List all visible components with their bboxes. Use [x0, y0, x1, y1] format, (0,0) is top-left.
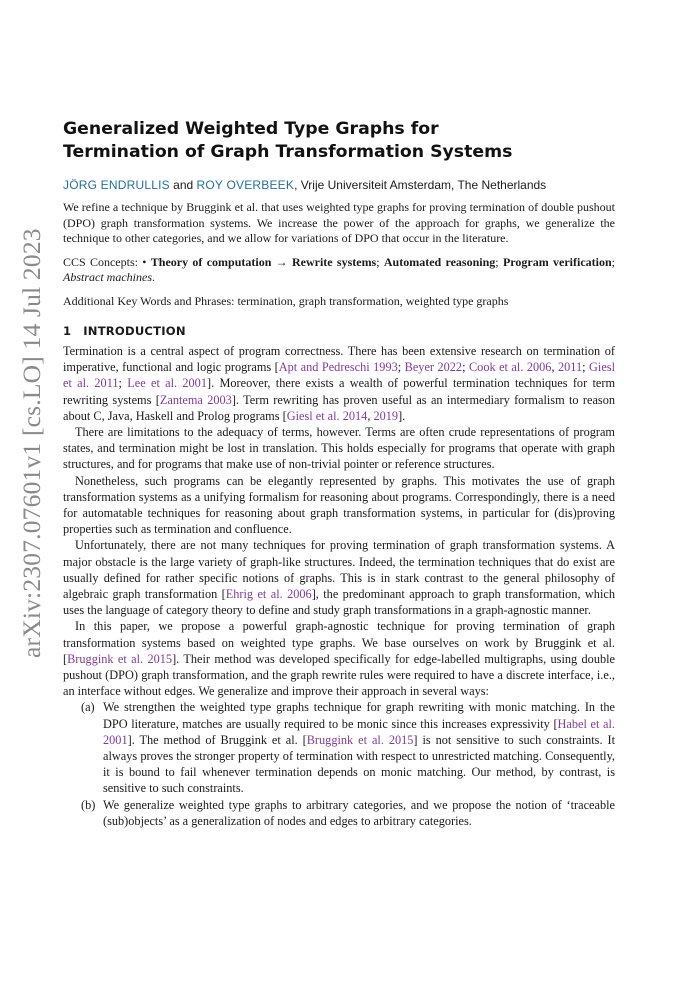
- citation-link[interactable]: Habel et al. 2001: [103, 716, 615, 747]
- citation-link[interactable]: Bruggink et al. 2015: [306, 732, 414, 747]
- ccs-concept-3: Program verification: [502, 254, 612, 269]
- text: ;: [118, 376, 128, 391]
- ccs-end: .: [152, 270, 155, 284]
- citation-link[interactable]: Cook et al. 2006: [468, 360, 552, 375]
- text: In this paper, we propose a powerful graph-agnostic technique for proving termination of graph transformation systems based on weighted type graphs. We base ourselves on work by Bruggink et al. [: [63, 619, 615, 666]
- text: ] is not sensitive to such constraints. It always proves the stronger property of termination with respect to unrestricted matching. Consequently, it is bound to fail whenever termination depends on monic matching. Our method, by contrast, is sensitive to such constraints.: [103, 732, 615, 796]
- section-heading: [63, 323, 615, 339]
- title-line-2: Termination of Graph Transformation Systems: [63, 142, 513, 162]
- citation-link[interactable]: Apt and Pedreschi 1993: [278, 360, 398, 375]
- paragraph-3: Nonetheless, such programs can be elegantly represented by graphs. This motivates the use of graph transformation systems as a unifying formalism for reasoning about programs. Correspondingly, there is a need for automatable techniques for reasoning about graph transformation systems, in particular for (dis)proving properties such as termination and confluence.: [63, 473, 615, 537]
- list-item: [63, 797, 615, 829]
- text: ]. Moreover, there exists a wealth of powerful termination techniques for term rewriting systems [: [63, 376, 616, 407]
- text: ].: [398, 408, 406, 423]
- author-line: [63, 177, 615, 193]
- text: ]. The method of Bruggink et al. [: [127, 732, 307, 747]
- ccs-concepts: [63, 255, 615, 286]
- section-title: INTRODUCTION: [83, 324, 186, 338]
- list-item-label: (b): [81, 797, 96, 812]
- paragraph-2: There are limitations to the adequacy of terms, however. Terms are often crude representations of program states, and termination might be lost in translation. This holds especially for programs that operate with graph structures, and for programs that make use of non-trivial pointer or reference structures.: [63, 425, 615, 472]
- author-2[interactable]: ROY OVERBEEK: [196, 178, 295, 192]
- text: ], the predominant approach to graph transformation, which uses the language of category theory to define and study graph transformations in a graph-agnostic manner.: [63, 587, 615, 618]
- citation-link[interactable]: Giesl et al. 2014: [286, 408, 368, 423]
- text: ]. Term rewriting has proven useful as an intermediary formalism to reason about C, Java, Haskell and Prolog programs [: [63, 392, 616, 423]
- author-1[interactable]: JÖRG ENDRULLIS: [63, 178, 170, 192]
- text: Unfortunately, there are not many techniques for proving termination of graph transformation systems. A major obstacle is the large variety of graph-like structures. Indeed, the termination techniques that do exist are usually defined for rather specific notions of graphs. This is in stark contrast to the general philosophy of algebraic graph transformation [: [63, 538, 615, 602]
- citation-link[interactable]: 2011: [558, 360, 583, 375]
- text: We strengthen the weighted type graphs technique for graph rewriting with monic matching. In the DPO literature, matches are usually required to be monic since this increases expressivity [: [103, 700, 615, 731]
- paper-title: [63, 118, 615, 164]
- citation-link[interactable]: Beyer 2022: [404, 360, 463, 375]
- citation-link[interactable]: Giesl et al. 2011: [63, 360, 615, 391]
- title-line-1: Generalized Weighted Type Graphs for: [63, 119, 439, 139]
- text: ;: [462, 360, 469, 375]
- text: ,: [551, 360, 558, 375]
- citation-link[interactable]: Ehrig et al. 2006: [225, 587, 312, 602]
- citation-link[interactable]: Bruggink et al. 2015: [67, 651, 173, 666]
- keywords: Additional Key Words and Phrases: termination, graph transformation, weighted type graphs: [63, 293, 509, 308]
- author-conjunction: and: [169, 178, 197, 192]
- text: ]. Their method was developed specifically for edge-labelled multigraphs, using double pushout (DPO) graph transformation, and the graph rewrite rules were required to have a discrete interface, i.e., an interface without edges. We generalize and improve their approach in several ways:: [63, 651, 615, 699]
- ccs-separator: ;: [376, 254, 384, 269]
- paper-page: [63, 118, 615, 829]
- list-item: [63, 699, 615, 796]
- citation-link[interactable]: 2019: [373, 408, 399, 423]
- arxiv-identifier-stamp: arXiv:2307.07601v1 [cs.LO] 14 Jul 2023: [17, 228, 46, 658]
- text: ,: [367, 408, 374, 423]
- paragraph-5: [63, 618, 615, 699]
- ccs-concept-1: Theory of computation → Rewrite systems: [150, 254, 377, 269]
- contribution-list: [63, 699, 615, 829]
- text: Termination is a central aspect of program correctness. There has been extensive research on termination of imperative, functional and logic programs [: [63, 344, 615, 375]
- text: ;: [397, 360, 405, 375]
- ccs-separator: ;: [495, 254, 503, 269]
- text: ;: [582, 360, 590, 375]
- abstract: We refine a technique by Bruggink et al. that uses weighted type graphs for proving termination of double pushout (DPO) graph transformation systems. We increase the power of the approach for graphs, we generalize the technique to other categories, and we allow for variations of DPO that occur in the literature.: [63, 200, 615, 245]
- citation-link[interactable]: Lee et al. 2001: [127, 376, 207, 391]
- text: We generalize weighted type graphs to arbitrary categories, and we propose the notion of ‘traceable (sub)objects’ as a generalization of nodes and edges to arbitrary categories.: [103, 797, 615, 828]
- paragraph-4: [63, 537, 615, 618]
- ccs-concept-4: Abstract machines: [63, 270, 152, 284]
- ccs-concept-2: Automated reasoning: [383, 254, 496, 269]
- list-item-label: (a): [81, 700, 95, 715]
- citation-link[interactable]: Zantema 2003: [159, 392, 232, 407]
- ccs-separator: ;: [611, 254, 615, 269]
- section-number: 1: [63, 324, 72, 338]
- ccs-label: CCS Concepts: •: [63, 254, 151, 269]
- affiliation: , Vrije Universiteit Amsterdam, The Netherlands: [294, 178, 547, 192]
- paragraph-1: [63, 343, 615, 424]
